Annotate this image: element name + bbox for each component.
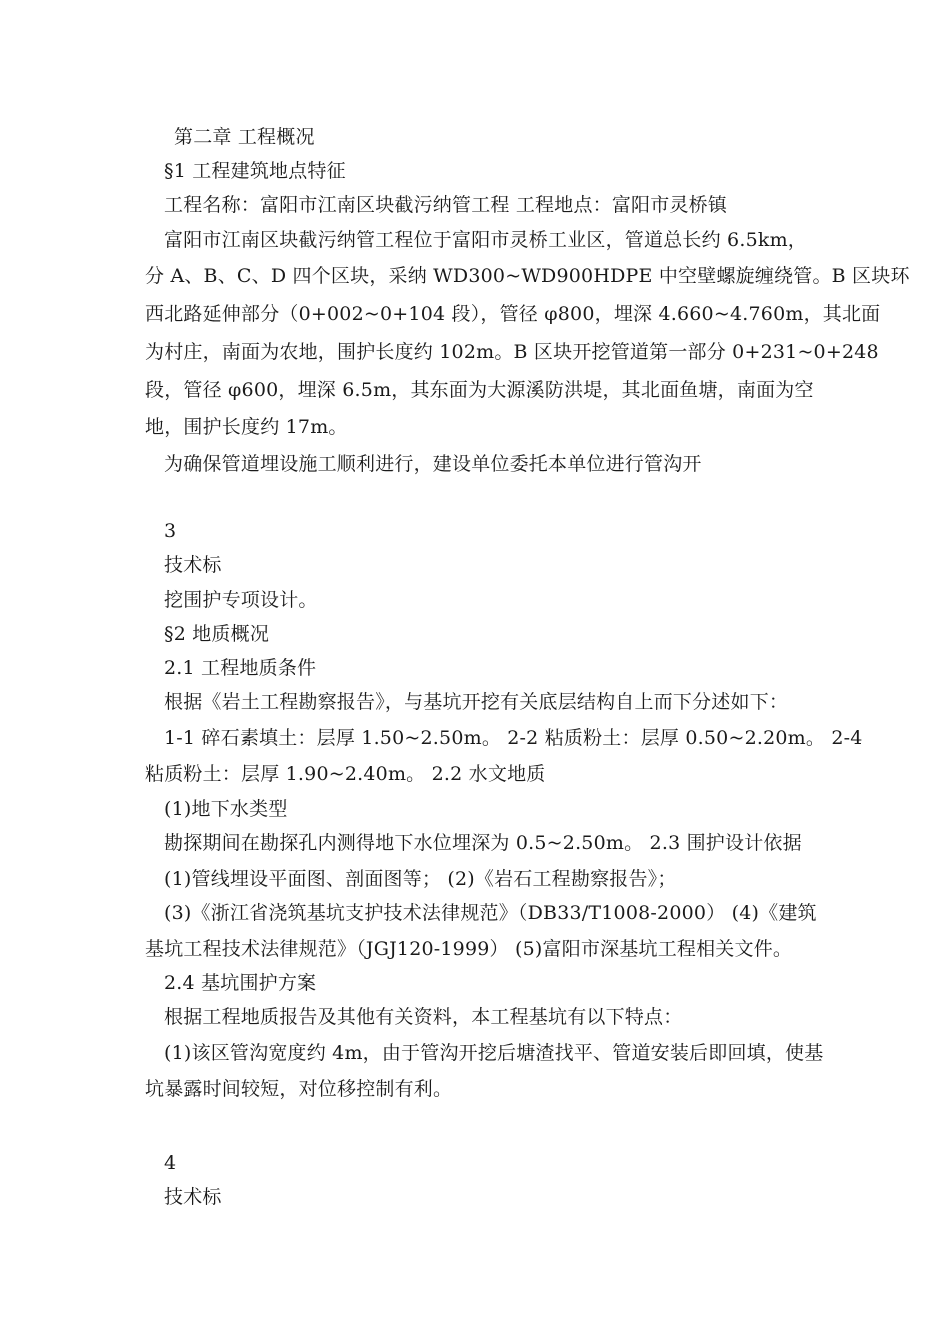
paragraph-line: 富阳市江南区块截污纳管工程位于富阳市灵桥工业区，管道总长约 6.5km， <box>164 229 807 251</box>
paragraph-line: 西北路延伸部分（0+002~0+104 段），管径 φ800，埋深 4.660~4.760m，其北面 <box>145 303 881 325</box>
paragraph-line: 1-1 碎石素填土：层厚 1.50~2.50m。 2-2 粘质粉土：层厚 0.50~2.20m。 2-4 <box>164 727 863 749</box>
project-info: 工程名称：富阳市江南区块截污纳管工程 工程地点：富阳市灵桥镇 <box>164 194 728 216</box>
paragraph-line: (1)该区管沟宽度约 4m，由于管沟开挖后塘渣找平、管道安装后即回填，使基 <box>164 1042 824 1064</box>
paragraph-line: 坑暴露时间较短，对位移控制有利。 <box>145 1078 453 1100</box>
paragraph-line: 段，管径 φ600，埋深 6.5m，其东面为大源溪防洪堤，其北面鱼塘，南面为空 <box>145 379 814 401</box>
paragraph-line: 地，围护长度约 17m。 <box>145 416 348 438</box>
paragraph-line: 分 A、B、C、D 四个区块，采纳 WD300~WD900HDPE 中空壁螺旋缠绕管。B 区块环 <box>145 265 910 287</box>
subsection-title: 2.1 工程地质条件 <box>164 657 317 679</box>
paragraph-line: 为确保管道埋设施工顺利进行，建设单位委托本单位进行管沟开 <box>164 453 702 475</box>
paragraph-line: 为村庄，南面为农地，围护长度约 102m。B 区块开挖管道第一部分 0+231~0+248 <box>145 341 879 363</box>
page-header: 技术标 <box>164 554 222 576</box>
section-1-title: §1 工程建筑地点特征 <box>164 160 346 182</box>
paragraph-line: (1)地下水类型 <box>164 798 288 820</box>
paragraph-line: (1)管线埋设平面图、剖面图等； (2)《岩石工程勘察报告》； <box>164 868 677 890</box>
page-number: 3 <box>164 520 177 542</box>
section-2-title: §2 地质概况 <box>164 623 270 645</box>
paragraph-line: 根据工程地质报告及其他有关资料，本工程基坑有以下特点： <box>164 1006 683 1028</box>
paragraph-line: 根据《岩土工程勘察报告》，与基坑开挖有关底层结构自上而下分述如下： <box>164 691 789 713</box>
chapter-title: 第二章 工程概况 <box>174 126 315 148</box>
page-number: 4 <box>164 1152 177 1174</box>
paragraph-line: 基坑工程技术法律规范》（JGJ120-1999） (5)富阳市深基坑工程相关文件。 <box>145 938 793 960</box>
paragraph-line: 粘质粉土：层厚 1.90~2.40m。 2.2 水文地质 <box>145 763 546 785</box>
page-header: 技术标 <box>164 1186 222 1208</box>
paragraph-line: (3)《浙江省浇筑基坑支护技术法律规范》（DB33/T1008-2000） (4)《建筑 <box>164 902 817 924</box>
paragraph-line: 挖围护专项设计。 <box>164 589 318 611</box>
paragraph-line: 勘探期间在勘探孔内测得地下水位埋深为 0.5~2.50m。 2.3 围护设计依据 <box>164 832 802 854</box>
subsection-title: 2.4 基坑围护方案 <box>164 972 317 994</box>
